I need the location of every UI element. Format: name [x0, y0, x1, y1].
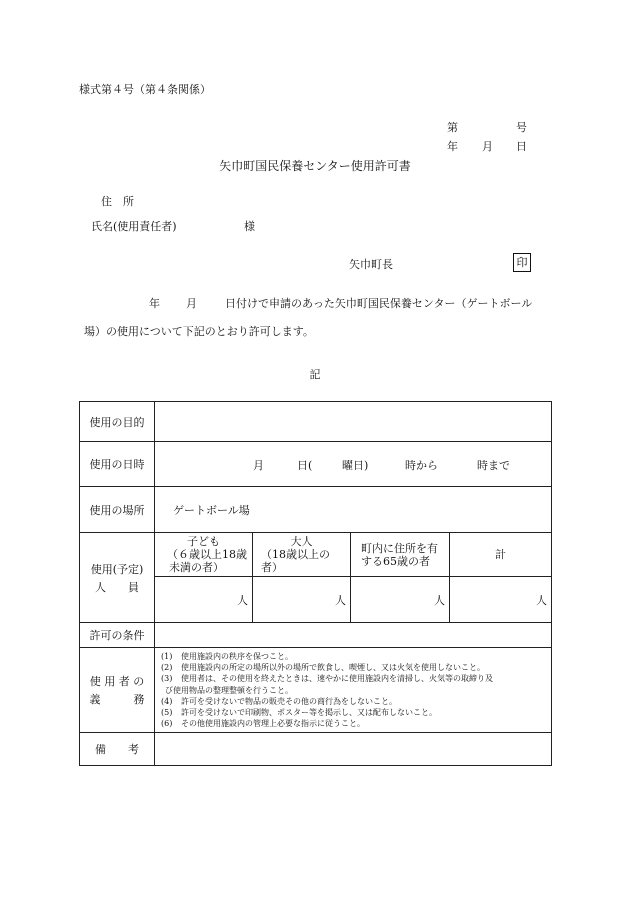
conditions-label: 許可の条件	[80, 623, 155, 648]
body-month: 月	[186, 297, 197, 310]
unit-adults: 人	[335, 593, 346, 607]
document-title: 矢巾町国民保養センター使用許可書	[219, 159, 411, 173]
unit-total: 人	[536, 593, 547, 607]
body-line1: 日付けで申請のあった矢巾町国民保養センター（ゲートボール	[225, 297, 533, 310]
form-number: 様式第４号（第４条関係）	[79, 83, 211, 96]
count-children[interactable]	[155, 577, 253, 623]
issue-year: 年	[447, 140, 458, 153]
category-adults	[253, 533, 351, 577]
cat-senior-l2: する65歳の者	[361, 554, 430, 568]
remarks-label: 備 考	[80, 733, 155, 766]
dt-day: 日(	[297, 459, 313, 472]
category-senior-residents	[351, 533, 450, 577]
duty-item: (6) その他使用施設内の管理上必要な指示に従うこと。	[161, 719, 365, 729]
place-value: ゲートボール場	[155, 487, 552, 533]
body-year: 年	[149, 297, 160, 310]
category-children	[155, 533, 253, 577]
people-label-line1: 使用(予定)	[90, 562, 144, 576]
cat-adults-l3: 者）	[261, 561, 283, 574]
cat-adults-l1: 大人	[290, 535, 313, 548]
number-suffix: 号	[516, 121, 527, 134]
permit-table	[79, 401, 552, 766]
purpose-row	[80, 402, 552, 442]
dt-weekday: 曜日)	[342, 459, 369, 472]
unit-senior: 人	[434, 593, 445, 607]
seal-box: 印	[513, 253, 531, 272]
duties-label-line1: 使 用 者 の	[89, 675, 145, 689]
duty-item: (2) 使用施設内の所定の場所以外の場所で飲食し、喫煙し、又は火気を使用しないこと。	[161, 663, 485, 673]
dt-from: 時から	[405, 459, 438, 472]
duty-item: (5) 許可を受けないで印刷物、ポスター等を掲示し、又は配布しないこと。	[161, 708, 437, 718]
datetime-row	[80, 442, 552, 487]
address-label: 住 所	[101, 195, 134, 208]
place-row	[80, 487, 552, 533]
conditions-row	[80, 623, 552, 648]
count-adults[interactable]	[253, 577, 351, 623]
conditions-value[interactable]	[155, 623, 552, 648]
honorific: 様	[244, 220, 255, 233]
duty-item: (4) 許可を受けないで物品の販売その他の商行為をしないこと。	[161, 696, 397, 706]
name-label: 氏名(使用責任者)	[91, 220, 177, 233]
purpose-value[interactable]	[155, 402, 552, 442]
duty-item: (3) 使用者は、その使用を終えたときは、速やかに使用施設内を清掃し、火気等の取締り及	[161, 674, 493, 684]
datetime-label: 使用の日時	[80, 442, 155, 487]
people-label	[80, 533, 155, 623]
unit-children: 人	[237, 593, 248, 607]
ki-heading: 記	[309, 368, 321, 381]
issue-day: 日	[516, 140, 527, 153]
purpose-label: 使用の目的	[80, 402, 155, 442]
issue-month: 月	[482, 140, 493, 153]
remarks-value[interactable]	[155, 733, 552, 766]
duties-label-line2: 義 務	[89, 693, 145, 707]
cat-children-l3: 未満の者）	[169, 561, 224, 574]
body-line2: 場）の使用について下記のとおり許可します。	[84, 325, 314, 338]
cat-children-l2: （６歳以上18歳	[167, 548, 247, 561]
duties-list	[155, 648, 552, 733]
cat-adults-l2: （18歳以上の	[261, 548, 330, 561]
issuer-mayor: 矢巾町長	[349, 258, 393, 271]
dt-to: 時まで	[477, 459, 510, 472]
number-prefix: 第	[447, 121, 458, 134]
category-total: 計	[450, 533, 552, 577]
duties-row	[80, 648, 552, 733]
duty-item: (1) 使用施設内の秩序を保つこと。	[161, 652, 293, 661]
cat-children-l1: 子ども	[187, 535, 220, 548]
count-total[interactable]	[450, 577, 552, 623]
datetime-value[interactable]	[155, 442, 552, 487]
place-label: 使用の場所	[80, 487, 155, 533]
duties-label	[80, 648, 155, 733]
count-senior[interactable]	[351, 577, 450, 623]
people-label-line2: 人 員	[95, 580, 139, 594]
remarks-row	[80, 733, 552, 766]
people-category-row	[80, 533, 552, 577]
dt-month: 月	[253, 459, 264, 472]
cat-senior-l1: 町内に住所を有	[361, 541, 438, 555]
duty-item-continued: び使用物品の整理整頓を行うこと。	[165, 685, 293, 695]
